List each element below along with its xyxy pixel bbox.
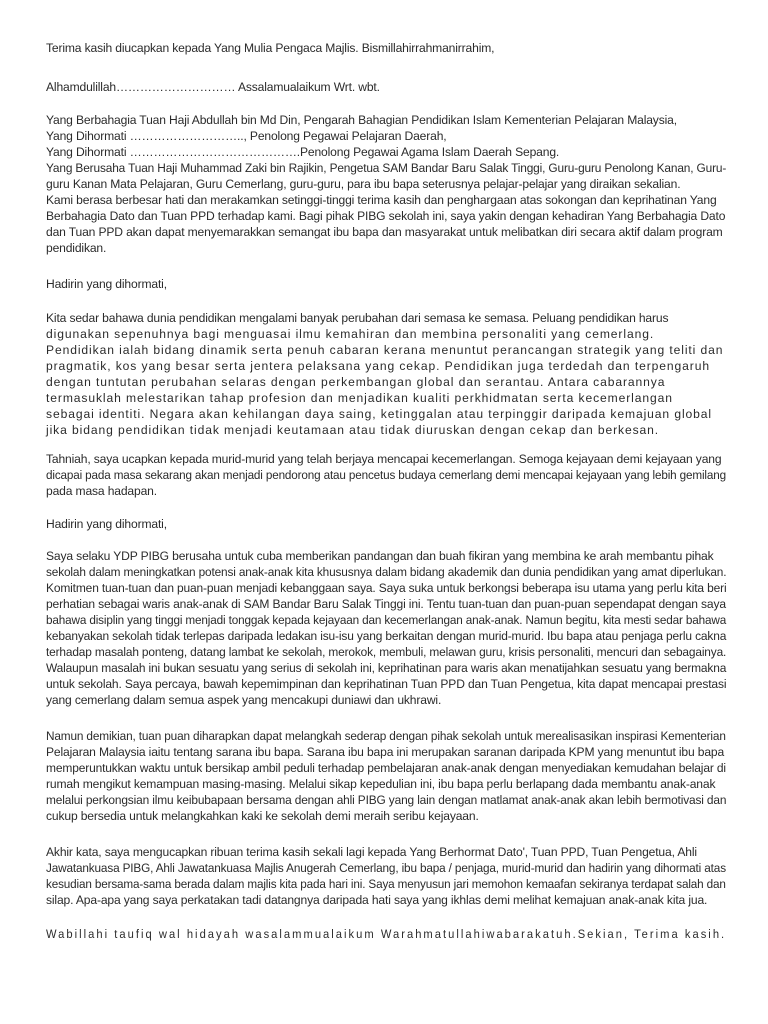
salutation-line-3: Yang Dihormati …………………………………….Penolong Pegawai Agama Islam Daerah Sepang.	[46, 145, 560, 159]
thanks-line-3: dan Tuan PPD akan dapat menyemarakkan semangat ibu bapa dan masyarakat untuk melibatkan diri secara aktif dalam program	[46, 225, 723, 239]
paragraph-4-line-4: rumah mengikut kemampuan masing-masing. Melalui sikap kepedulian ini, ibu bapa perlu berlapang dada membantu anak-anak	[46, 777, 716, 791]
paragraph-1-line-7: sebagai identiti. Negara akan kehilangan daya saing, ketinggalan atau terpinggir daripada kemajuan global	[46, 407, 712, 421]
paragraph-3-line-8: Walaupun masalah ini bukan sesuatu yang serius di sekolah ini, keprihatinan para waris akan menatijahkan sesuatu yang bermakna	[46, 661, 727, 675]
final-salutation-line: Wabillahi taufiq wal hidayah wasalammualaikum Warahmatullahiwabarakatuh.Sekian, Terima kasih.	[46, 927, 727, 941]
paragraph-1-line-3: Pendidikan ialah bidang dinamik serta penuh cabaran kerana menuntut perancangan strategik yang teliti dan	[46, 343, 724, 357]
thanks-line-2: Berbahagia Dato dan Tuan PPD terhadap kami. Bagi pihak PIBG sekolah ini, saya yakin dengan kehadiran Yang Berbahagia Dato	[46, 209, 726, 223]
section-heading-2: Hadirin yang dihormati,	[46, 517, 167, 531]
paragraph-3-line-10: yang cemerlang dalam semua aspek yang mencakupi duniawi dan ukhrawi.	[46, 693, 442, 707]
salutation-line-1: Yang Berbahagia Tuan Haji Abdullah bin Md Din, Pengarah Bahagian Pendidikan Islam Kementerian Pelajaran Malaysia,	[46, 113, 677, 127]
paragraph-3-line-7: terhadap masalah ponteng, datang lambat ke sekolah, merokok, membuli, melawan guru, krisis personaliti, mencuri dan sebagainya.	[46, 645, 727, 659]
closing-line-4: silap. Apa-apa yang saya perkatakan tadi datangnya daripada hati saya yang ikhlas demi melihat kemajuan anak-anak kita jua.	[46, 893, 708, 907]
paragraph-1-line-4: pragmatik, kos yang besar serta jentera pelaksana yang cekap. Pendidikan juga terdedah dan terpengaruh	[46, 359, 710, 373]
paragraph-2-line-2: dicapai pada masa sekarang akan menjadi pendorong atau pencetus budaya cemerlang demi mencapai kejayaan yang lebih gemilang	[46, 468, 726, 482]
paragraph-3-line-9: untuk sekolah. Saya percaya, bawah kepemimpinan dan keprihatinan Tuan PPD dan Tuan Pengetua, kita dapat mencapai prestasi	[46, 677, 727, 691]
section-heading-1: Hadirin yang dihormati,	[46, 277, 167, 291]
closing-line-2: Jawatankuasa PIBG, Ahli Jawatankuasa Majlis Anugerah Cemerlang, ibu bapa / penjaga, murid-murid dan hadirin yang dihormati atas	[46, 861, 726, 875]
paragraph-4-line-1: Namun demikian, tuan puan diharapkan dapat melangkah sederap dengan pihak sekolah untuk merealisasikan inspirasi Kementerian	[46, 729, 726, 743]
thanks-line-1: Kami berasa berbesar hati dan merakamkan setinggi-tinggi terima kasih dan penghargaan atas sokongan dan keprihatinan Yang	[46, 193, 717, 207]
paragraph-2-line-1: Tahniah, saya ucapkan kepada murid-murid yang telah berjaya mencapai kecemerlangan. Semoga kejayaan demi kejayaan yang	[46, 452, 722, 466]
paragraph-1-line-6: termasuklah melestarikan tahap profesion dan menjadikan kualiti perkhidmatan serta kecemerlangan	[46, 391, 673, 405]
paragraph-1-line-2: digunakan sepenuhnya bagi menguasai ilmu kemahiran dan membina personaliti yang cemerlang.	[46, 327, 655, 341]
paragraph-1-line-1: Kita sedar bahawa dunia pendidikan mengalami banyak perubahan dari semasa ke semasa. Peluang pendidikan harus	[46, 311, 669, 325]
paragraph-3-line-3: Komitmen tuan-tuan dan puan-puan menjadi kebanggaan saya. Saya suka untuk berkongsi beberapa isu utama yang perlu kita beri	[46, 581, 727, 595]
paragraph-3-line-1: Saya selaku YDP PIBG berusaha untuk cuba memberikan pandangan dan buah fikiran yang membina ke arah membantu pihak	[46, 549, 714, 563]
paragraph-1-line-8: jika bidang pendidikan tidak menjadi keutamaan atau tidak diuruskan dengan cekap dan berkesan.	[46, 423, 660, 437]
paragraph-3-line-6: kebanyakan sekolah tidak terlepas daripada ledakan isu-isu yang berkaitan dengan murid-murid. Ibu bapa atau penjaga perlu cakna	[46, 629, 727, 643]
salutation-line-5: guru Kanan Mata Pelajaran, Guru Cemerlang, guru-guru, para ibu bapa seterusnya pelajar-pelajar yang diraikan sekalian.	[46, 177, 681, 191]
paragraph-3-line-4: perhatian sebagai waris anak-anak di SAM Bandar Baru Salak Tinggi ini. Tentu tuan-tuan dan puan-puan sependapat dengan saya	[46, 597, 726, 611]
salutation-line-2: Yang Dihormati ……………………….., Penolong Pegawai Pelajaran Daerah,	[46, 129, 447, 143]
paragraph-4-line-6: cukup bersedia untuk melangkahkan kaki ke sekolah demi meraih seribu kejayaan.	[46, 809, 479, 823]
paragraph-4-line-3: memperuntukkan waktu untuk bersikap ambil peduli terhadap pembelajaran anak-anak dengan menyediakan kemudahan belajar di	[46, 761, 726, 775]
paragraph-1-line-5: dengan tuntutan perubahan selaras dengan perkembangan global dan serantau. Antara cabarannya	[46, 375, 666, 389]
thanks-line-4: pendidikan.	[46, 241, 107, 255]
closing-line-3: kesudian bersama-sama berada dalam majlis kita pada hari ini. Saya menyusun jari memohon kemaafan sekiranya terdapat salah dan	[46, 877, 726, 891]
salutation-line-4: Yang Berusaha Tuan Haji Muhammad Zaki bin Rajikin, Pengetua SAM Bandar Baru Salak Tinggi, Guru-guru Penolong Kanan, Guru-	[46, 161, 727, 175]
greeting-line: Alhamdulillah………………………… Assalamualaikum Wrt. wbt.	[46, 80, 380, 94]
paragraph-3-line-2: sekolah dalam meningkatkan potensi anak-anak kita khususnya dalam bidang akademik dan dunia pendidikan yang amat diperlukan.	[46, 565, 727, 579]
opening-line: Terima kasih diucapkan kepada Yang Mulia Pengaca Majlis. Bismillahirrahmanirrahim,	[46, 41, 495, 55]
paragraph-4-line-5: melalui perkongsian ilmu keibubapaan bersama dengan ahli PIBG yang lain dengan matlamat anak-anak akan lebih bermotivasi dan	[46, 793, 727, 807]
paragraph-4-line-2: Pelajaran Malaysia iaitu tentang sarana ibu bapa. Sarana ibu bapa ini merupakan saranan daripada KPM yang menuntut ibu bapa	[46, 745, 725, 759]
paragraph-2-line-3: pada masa hadapan.	[46, 484, 157, 498]
closing-line-1: Akhir kata, saya mengucapkan ribuan terima kasih sekali lagi kepada Yang Berhormat Dato', Tuan PPD, Tuan Pengetua, Ahli	[46, 845, 697, 859]
paragraph-3-line-5: bahawa disiplin yang tinggi menjadi tonggak kepada kejayaan dan kecemerlangan anak-anak. Namun begitu, kita mesti sedar bahawa	[46, 613, 727, 627]
